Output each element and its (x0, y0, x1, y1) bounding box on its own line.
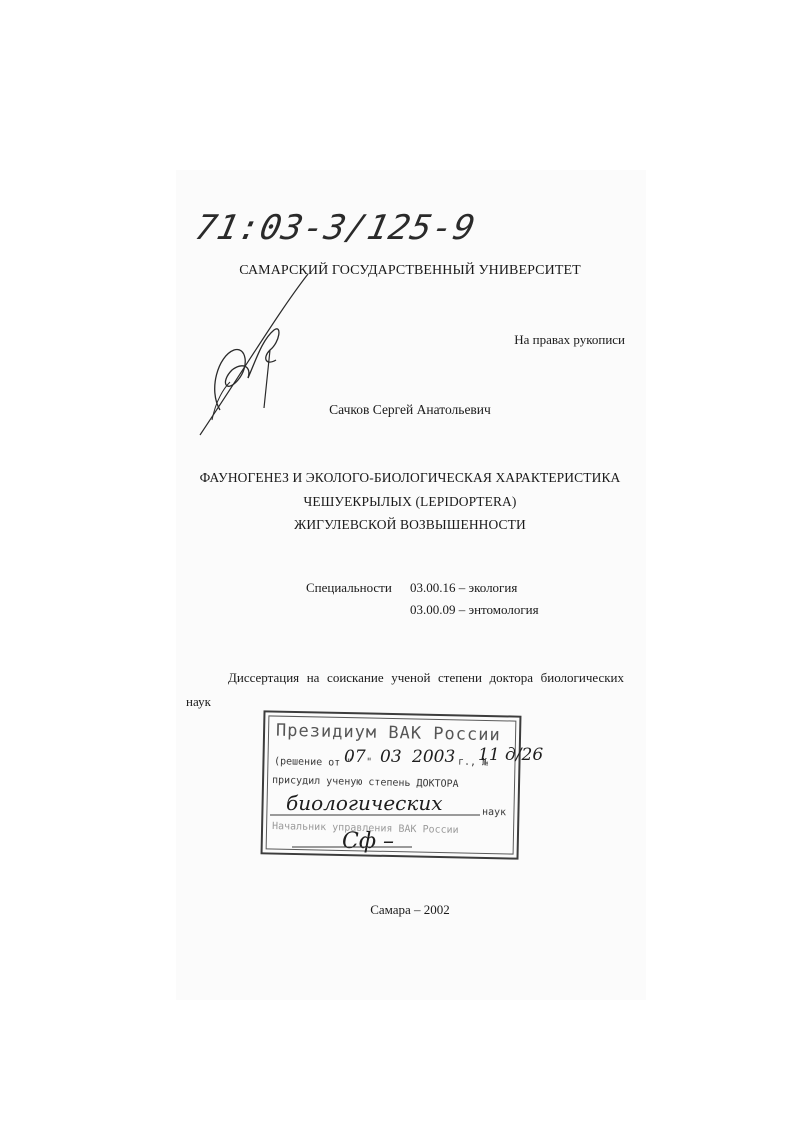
stamp-signature: Сф – (342, 829, 395, 854)
vak-stamp (262, 713, 544, 861)
stamp-underline (270, 813, 480, 817)
dissertation-statement: Диссертация на соискание ученой степени доктора биологических (228, 670, 624, 685)
stamp-science-handwritten: биологических (286, 791, 443, 815)
stamp-decision-mid: " (365, 756, 373, 769)
specialty-item: 03.00.16 – экология (410, 580, 518, 595)
stamp-decision-suffix: г., № (457, 756, 489, 769)
handwritten-archive-number: 71:03-3/125-9 (191, 208, 480, 248)
dissertation-title-line-3: ЖИГУЛЕВСКОЙ ВОЗВЫШЕННОСТИ (294, 517, 526, 532)
stamp-decision-prefix: (решение от " (273, 756, 353, 769)
stamp-decision-line (274, 756, 352, 769)
stamp-title: Президиум ВАК России (275, 720, 501, 746)
specialty-item: 03.00.09 – энтомология (410, 602, 539, 617)
stamp-signature-line (292, 845, 412, 849)
stamp-awarded-line: присудил ученую степень ДОКТОРА (271, 775, 459, 790)
dissertation-title-line-1: ФАУНОГЕНЕЗ И ЭКОЛОГО-БИОЛОГИЧЕСКАЯ ХАРАКТЕРИСТИКА (199, 470, 621, 485)
university-name: САМАРСКИЙ ГОСУДАРСТВЕННЫЙ УНИВЕРСИТЕТ (239, 263, 581, 278)
stamp-decision-month: 03 (380, 747, 402, 767)
specialties-label: Специальности (306, 580, 392, 595)
manuscript-rights-note: На правах рукописи (514, 332, 625, 347)
stamp-decision-day: 07 (344, 747, 366, 767)
stamp-chief-line: Начальник управления ВАК России (271, 821, 459, 836)
stamp-decision-number: 11 д/26 (478, 745, 544, 765)
author-name: Сачков Сергей Анатольевич (329, 402, 491, 417)
stamp-science-suffix: наук (481, 806, 507, 819)
dissertation-statement-continued: наук (186, 694, 211, 709)
city-and-year: Самара – 2002 (370, 902, 450, 917)
dissertation-title-line-2: ЧЕШУЕКРЫЛЫХ (LEPIDOPTERA) (303, 494, 517, 509)
stamp-decision-year: 2003 (412, 747, 456, 767)
